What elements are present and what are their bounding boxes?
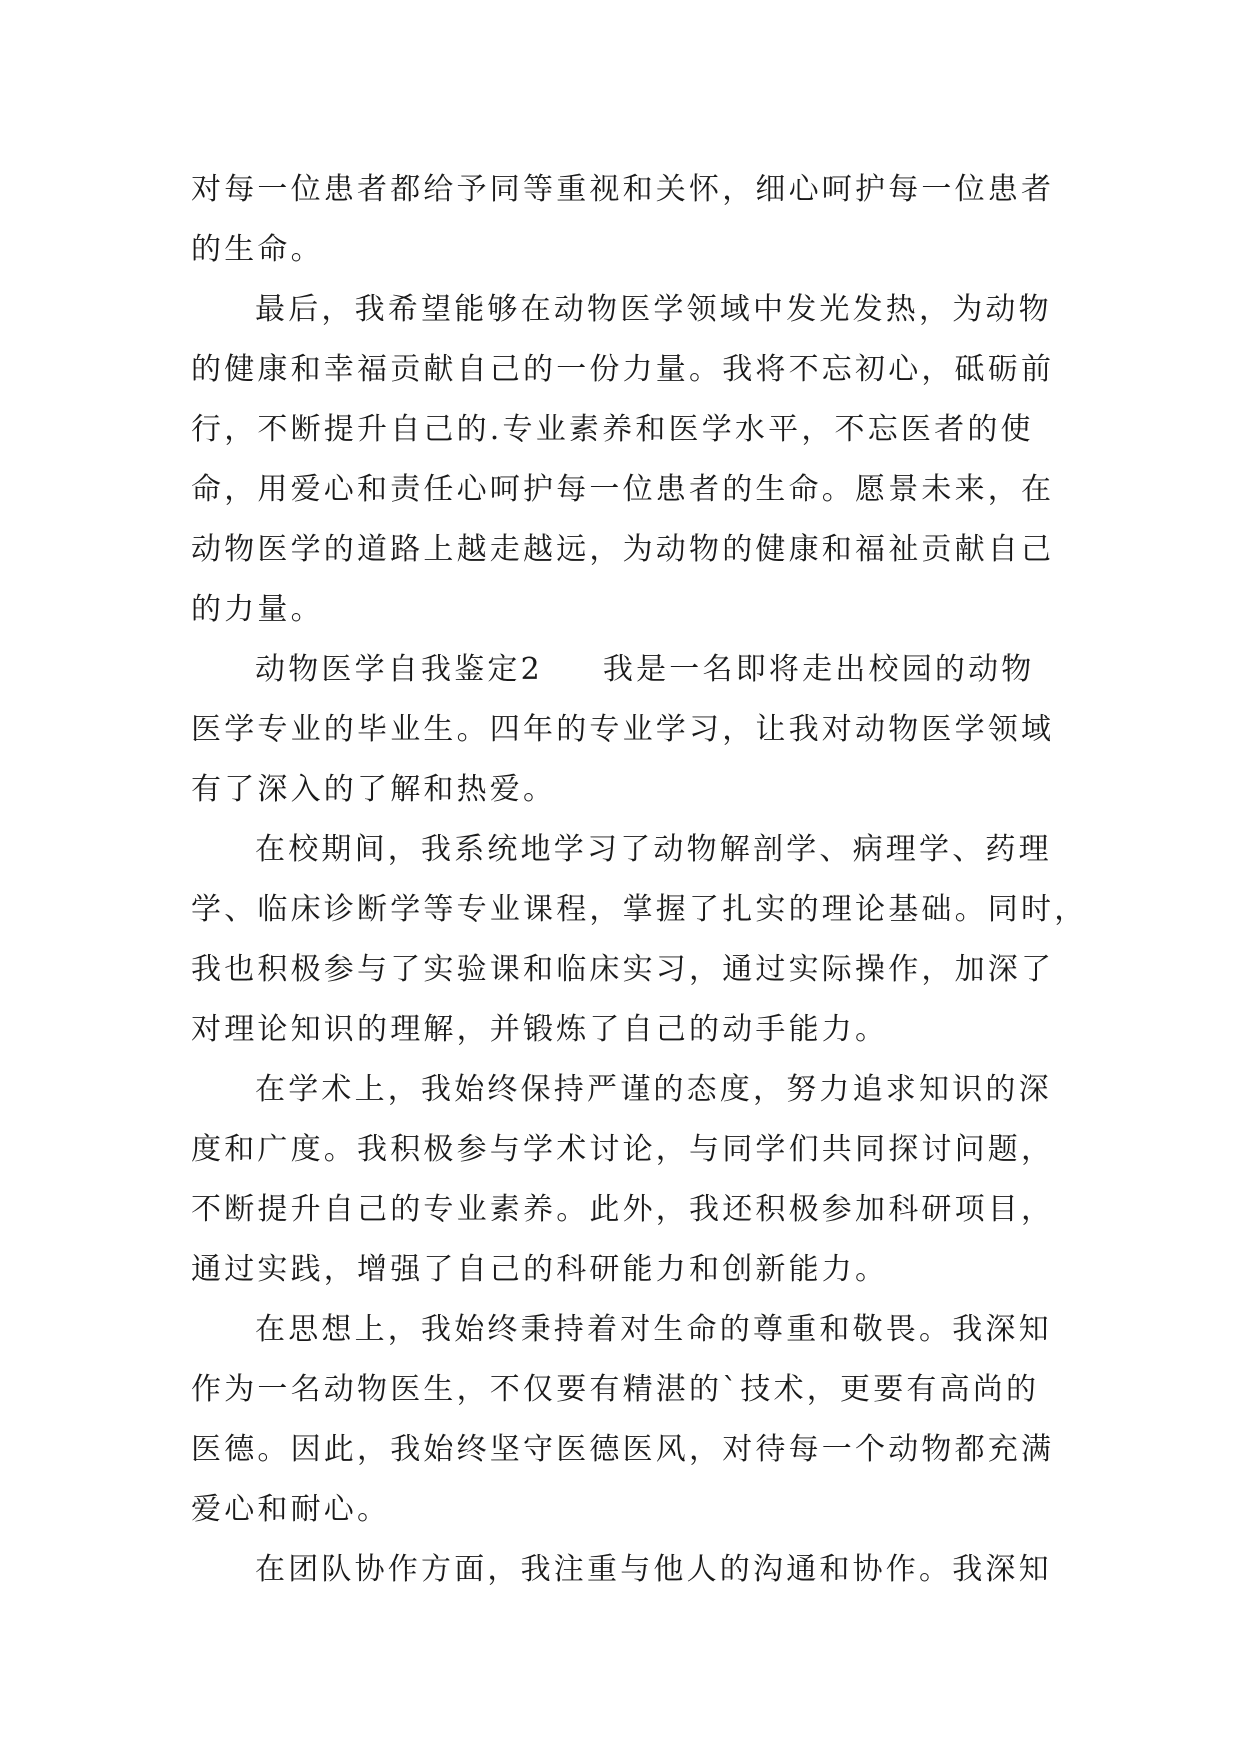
text-line: 动物医学的道路上越走越远，为动物的健康和福祉贡献自己 bbox=[191, 532, 1055, 567]
section-heading: 动物医学自我鉴定2 bbox=[255, 652, 543, 687]
section-heading-line bbox=[191, 640, 1061, 700]
text-line: 对每一位患者都给予同等重视和关怀，细心呵护每一位患者 bbox=[191, 172, 1055, 207]
text-line: 命，用爱心和责任心呵护每一位患者的生命。愿景未来，在 bbox=[191, 472, 1055, 507]
text-line: 我也积极参与了实验课和临床实习，通过实际操作，加深了 bbox=[191, 952, 1055, 987]
section-intro-text: 我是一名即将走出校园的动物 bbox=[602, 652, 1035, 687]
text-line: 不断提升自己的专业素养。此外，我还积极参加科研项目， bbox=[191, 1192, 1055, 1227]
text-line: 作为一名动物医生，不仅要有精湛的`技术，更要有高尚的 bbox=[191, 1372, 1040, 1407]
text-line: 对理论知识的理解，并锻炼了自己的动手能力。 bbox=[191, 1012, 889, 1047]
text-line: 行，不断提升自己的.专业素养和医学水平，不忘医者的使 bbox=[191, 412, 1034, 447]
text-line: 医德。因此，我始终坚守医德医风，对待每一个动物都充满 bbox=[191, 1432, 1055, 1467]
text-line: 爱心和耐心。 bbox=[191, 1492, 391, 1527]
text-line: 的生命。 bbox=[191, 232, 324, 267]
text-line: 在学术上，我始终保持严谨的态度，努力追求知识的深 bbox=[255, 1072, 1052, 1107]
text-line: 通过实践，增强了自己的科研能力和创新能力。 bbox=[191, 1252, 889, 1287]
text-line: 医学专业的毕业生。四年的专业学习，让我对动物医学领域 bbox=[191, 712, 1055, 747]
text-line: 有了深入的了解和热爱。 bbox=[191, 772, 557, 807]
text-line: 在团队协作方面，我注重与他人的沟通和协作。我深知 bbox=[255, 1552, 1052, 1587]
text-line: 在校期间，我系统地学习了动物解剖学、病理学、药理 bbox=[255, 832, 1052, 867]
text-line: 度和广度。我积极参与学术讨论，与同学们共同探讨问题， bbox=[191, 1132, 1055, 1167]
text-line: 的健康和幸福贡献自己的一份力量。我将不忘初心，砥砺前 bbox=[191, 352, 1055, 387]
document-body bbox=[191, 160, 1088, 1600]
text-line: 在思想上，我始终秉持着对生命的尊重和敬畏。我深知 bbox=[255, 1312, 1052, 1347]
text-line: 的力量。 bbox=[191, 592, 324, 627]
text-line: 最后，我希望能够在动物医学领域中发光发热，为动物 bbox=[255, 292, 1052, 327]
text-line: 学、临床诊断学等专业课程，掌握了扎实的理论基础。同时， bbox=[191, 892, 1088, 927]
